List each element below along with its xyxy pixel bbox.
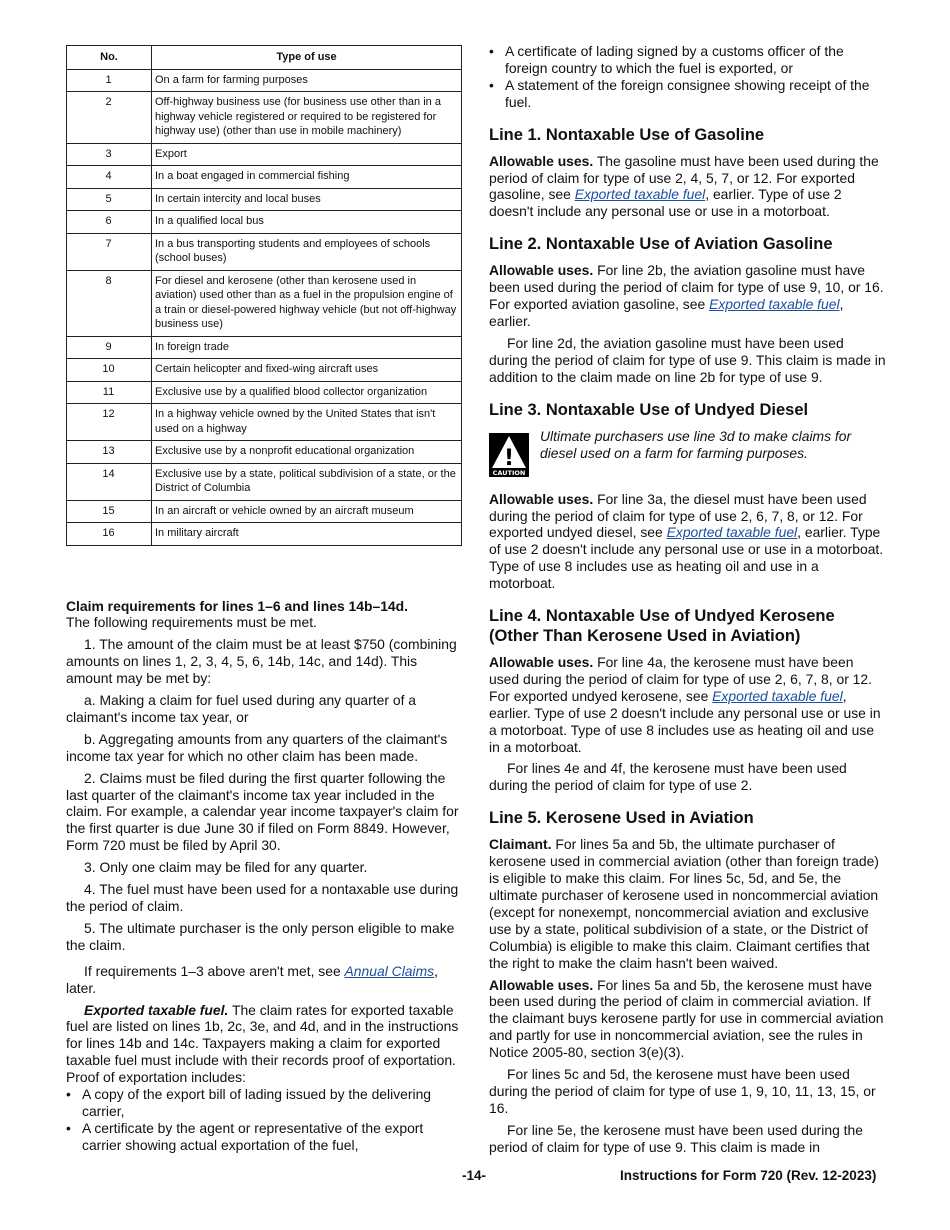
exported-fuel-link[interactable]: Exported taxable fuel <box>574 186 706 203</box>
requirement-1: 1. The amount of the claim must be at least $750 (combining amounts on lines 1, 2, 3, 4, 5, 6, 14b, 14c, and 14d). This amount may be met by: <box>66 636 457 687</box>
table-row <box>67 92 462 144</box>
exported-fuel-link[interactable]: Exported taxable fuel <box>712 687 843 704</box>
claimant-label: Claimant. <box>489 836 552 853</box>
type-of-use-table <box>66 45 462 546</box>
use-description: In a qualified local bus <box>152 211 462 234</box>
table-row <box>67 211 462 234</box>
use-description: In a boat engaged in commercial fishing <box>152 166 462 189</box>
use-description: In military aircraft <box>152 523 462 546</box>
allowable-uses-label: Allowable uses. <box>489 976 594 993</box>
allowable-uses-label: Allowable uses. <box>489 262 594 279</box>
requirement-1a: a. Making a claim for fuel used during any quarter of a claimant's income tax year, or <box>66 692 417 725</box>
line3-heading: Line 3. Nontaxable Use of Undyed Diesel <box>489 400 809 419</box>
use-description: Certain helicopter and fixed-wing aircraft uses <box>152 359 462 382</box>
exported-fuel-link[interactable]: Exported taxable fuel <box>666 524 798 541</box>
caution-icon <box>489 433 529 477</box>
table-row <box>67 359 462 382</box>
table-row <box>67 404 462 441</box>
bullet-dot: • <box>66 1086 71 1103</box>
use-description: In certain intercity and local buses <box>152 188 462 211</box>
proof-bullet-2: • A certificate by the agent or representative of the export carrier showing actual exportation of the fuel, <box>66 1119 424 1153</box>
use-description: For diesel and kerosene (other than kerosene used in aviation) used other than as a fuel in the propulsion engine of a train or diesel-powered highway vehicle (but not off-highway business use) <box>152 270 462 336</box>
use-description: Exclusive use by a nonprofit educational organization <box>152 441 462 464</box>
line2-paragraph: Allowable uses. For line 2b, the aviation gasoline must have been used during the period of claim for type of use 9, 10, or 16. For exported aviation gasoline, see Exported taxable fuel, earlier. <box>489 262 884 329</box>
table-row <box>67 69 462 92</box>
use-description: Export <box>152 143 462 166</box>
exported-fuel-title: Exported taxable fuel. <box>84 1001 229 1018</box>
use-description: Exclusive use by a state, political subdivision of a state, or the District of Columbia <box>152 463 462 500</box>
exported-fuel-link[interactable]: Exported taxable fuel <box>709 296 840 313</box>
use-number: 6 <box>67 211 152 234</box>
caution-symbol: ! <box>503 445 515 471</box>
line2-heading: Line 2. Nontaxable Use of Aviation Gasoline <box>489 235 833 254</box>
table-row <box>67 166 462 189</box>
page-number: -14- <box>462 1168 487 1183</box>
line4-paragraph: Allowable uses. For line 4a, the kerosene must have been used during the period of claim for type of use 2, 6, 7, 8, or 12. For exported undyed kerosene, see Exported taxable fuel, earlier. Type of use 2 doesn't include any personal use or use in a motorboat. Type of use 8 includes use as heating oil and use in a motorboat. <box>489 654 881 755</box>
table-header-row <box>67 46 462 70</box>
use-description: In a bus transporting students and employees of schools (school buses) <box>152 233 462 270</box>
use-description: In a highway vehicle owned by the United States that isn't used on a highway <box>152 404 462 441</box>
line5-heading: Line 5. Kerosene Used in Aviation <box>489 809 754 828</box>
allowable-uses-label: Allowable uses. <box>489 490 594 507</box>
claim-requirements <box>66 598 462 632</box>
caution-triangle-icon <box>489 433 529 477</box>
table-row <box>67 523 462 546</box>
claim-intro: The following requirements must be met. <box>66 614 317 631</box>
requirement-1b: b. Aggregating amounts from any quarters of the claimant's income tax year for which no other claim has been made. <box>66 730 448 764</box>
requirement-4: 4. The fuel must have been used for a nontaxable use during the period of claim. <box>66 881 459 914</box>
requirement-3: 3. Only one claim may be filed for any quarter. <box>84 859 368 876</box>
header-no: No. <box>67 46 152 70</box>
line5-paragraph: Allowable uses. For lines 5a and 5b, the kerosene must have been used during the period of claim in commercial aviation. If the claimant buys kerosene partly for use in commercial aviation and partly for use in noncommercial aviation, see the rules in Notice 2005-80, section 3(e)(3). <box>489 976 884 1061</box>
form-title-footer: Instructions for Form 720 (Rev. 12-2023) <box>620 1168 877 1183</box>
use-number: 1 <box>67 69 152 92</box>
proof-bullet-4: • A statement of the foreign consignee showing receipt of the fuel. <box>489 76 870 110</box>
table-row <box>67 463 462 500</box>
use-number: 13 <box>67 441 152 464</box>
header-type-of-use: Type of use <box>152 46 462 70</box>
use-description: In foreign trade <box>152 336 462 359</box>
table-row <box>67 441 462 464</box>
table-row <box>67 336 462 359</box>
use-description: On a farm for farming purposes <box>152 69 462 92</box>
line1-paragraph: Allowable uses. The gasoline must have been used during the period of claim for type of use 2, 4, 5, 7, or 12. For exported gasoline, see Exported taxable fuel, earlier. Type of use 2 doesn't include any personal use or use in a motorboat. <box>489 152 879 220</box>
line4-heading: Line 4. Nontaxable Use of Undyed Kerosene (Other Than Kerosene Used in Aviation) <box>489 607 835 646</box>
claimant-paragraph: Claimant. For lines 5a and 5b, the ultimate purchaser of kerosene used in commercial aviation (other than foreign trade) is eligible to make this claim. For lines 5c, 5d, and 5e, the ultimate purchaser of kerosene used in noncommercial aviation (except for nonexempt, noncommercial aviation and exclusive use by a state, political subdivision of a state, or the District of Columbia) is eligible to make this claim. Claimant certifies that the right to make the claim hasn't been waived. <box>489 836 879 971</box>
use-number: 4 <box>67 166 152 189</box>
use-number: 14 <box>67 463 152 500</box>
proof-bullet-1: • A copy of the export bill of lading issued by the delivering carrier, <box>66 1086 432 1119</box>
allowable-uses-label: Allowable uses. <box>489 654 594 671</box>
left-column <box>66 45 462 1154</box>
use-number: 15 <box>67 500 152 523</box>
use-description: Exclusive use by a qualified blood collector organization <box>152 381 462 404</box>
use-number: 3 <box>67 143 152 166</box>
claim-heading: Claim requirements for lines 1–6 and lines 14b–14d. <box>66 597 408 614</box>
table-body <box>67 69 462 545</box>
requirement-5: 5. The ultimate purchaser is the only person eligible to make the claim. <box>66 919 455 953</box>
table-row <box>67 500 462 523</box>
table-row <box>67 270 462 336</box>
table-row <box>67 188 462 211</box>
bullet-dot: • <box>66 1119 71 1136</box>
use-description: In an aircraft or vehicle owned by an aircraft museum <box>152 500 462 523</box>
bullet-dot: • <box>489 76 494 93</box>
table-row <box>67 233 462 270</box>
use-number: 11 <box>67 381 152 404</box>
use-number: 12 <box>67 404 152 441</box>
line5-paragraph-3: For line 5e, the kerosene must have been used during the period of claim for type of use 9. This claim is made in <box>489 1121 863 1155</box>
exported-fuel-paragraph: Exported taxable fuel. The claim rates for exported taxable fuel are listed on lines 1b, 2c, 3e, and 4d, and in the instructions for lines 14b and 14c. Taxpayers making a claim for exported taxable fuel must include with their records proof of exportation. Proof of exportation includes: <box>66 1001 459 1086</box>
use-number: 2 <box>67 92 152 144</box>
line1-heading: Line 1. Nontaxable Use of Gasoline <box>489 125 765 144</box>
caution-text: Ultimate purchasers use line 3d to make claims for diesel used on a farm for farming purposes. <box>540 427 852 461</box>
line5-paragraph-2: For lines 5c and 5d, the kerosene must have been used during the period of claim for type of use 1, 9, 10, 11, 13, 15, or 16. <box>489 1066 876 1116</box>
table-row <box>67 381 462 404</box>
use-description: Off-highway business use (for business use other than in a highway vehicle registered or required to be registered for highway use) (other than use in mobile machinery) <box>152 92 462 144</box>
proof-bullet-3: • A certificate of lading signed by a customs officer of the foreign country to which the fuel is exported, or <box>489 43 844 76</box>
annual-claims-paragraph: If requirements 1–3 above aren't met, see Annual Claims, later. <box>66 962 438 996</box>
table-row <box>67 143 462 166</box>
caution-word: CAUTION <box>492 468 526 477</box>
line3-paragraph: Allowable uses. For line 3a, the diesel must have been used during the period of claim for type of use 2, 6, 7, 8, or 12. For exported undyed diesel, see Exported taxable fuel, earlier. Type of use 2 doesn't include any personal use or use in a motorboat. Type of use 8 includes use as heating oil and use in a motorboat. <box>489 490 884 592</box>
annual-claims-link[interactable]: Annual Claims <box>344 962 435 979</box>
requirement-2: 2. Claims must be filed during the first quarter following the last quarter of the claimant's income tax year included in the claim. For example, a calendar year income taxpayer's claim for the first quarter is due June 30 if filed on Form 8849. However, Form 720 must be filed by April 30. <box>66 769 459 854</box>
line4-paragraph-2: For lines 4e and 4f, the kerosene must have been used during the period of claim for type of use 2. <box>489 760 847 794</box>
right-column <box>489 43 886 1156</box>
use-number: 7 <box>67 233 152 270</box>
caution-note <box>489 428 886 477</box>
allowable-uses-label: Allowable uses. <box>489 152 594 169</box>
use-number: 9 <box>67 336 152 359</box>
use-number: 8 <box>67 270 152 336</box>
use-number: 16 <box>67 523 152 546</box>
use-number: 10 <box>67 359 152 382</box>
use-number: 5 <box>67 188 152 211</box>
bullet-dot: • <box>489 43 494 59</box>
line2-paragraph-2: For line 2d, the aviation gasoline must have been used during the period of claim for type of use 9. This claim is made in addition to the claim made on line 2b for type of use 9. <box>489 334 886 385</box>
